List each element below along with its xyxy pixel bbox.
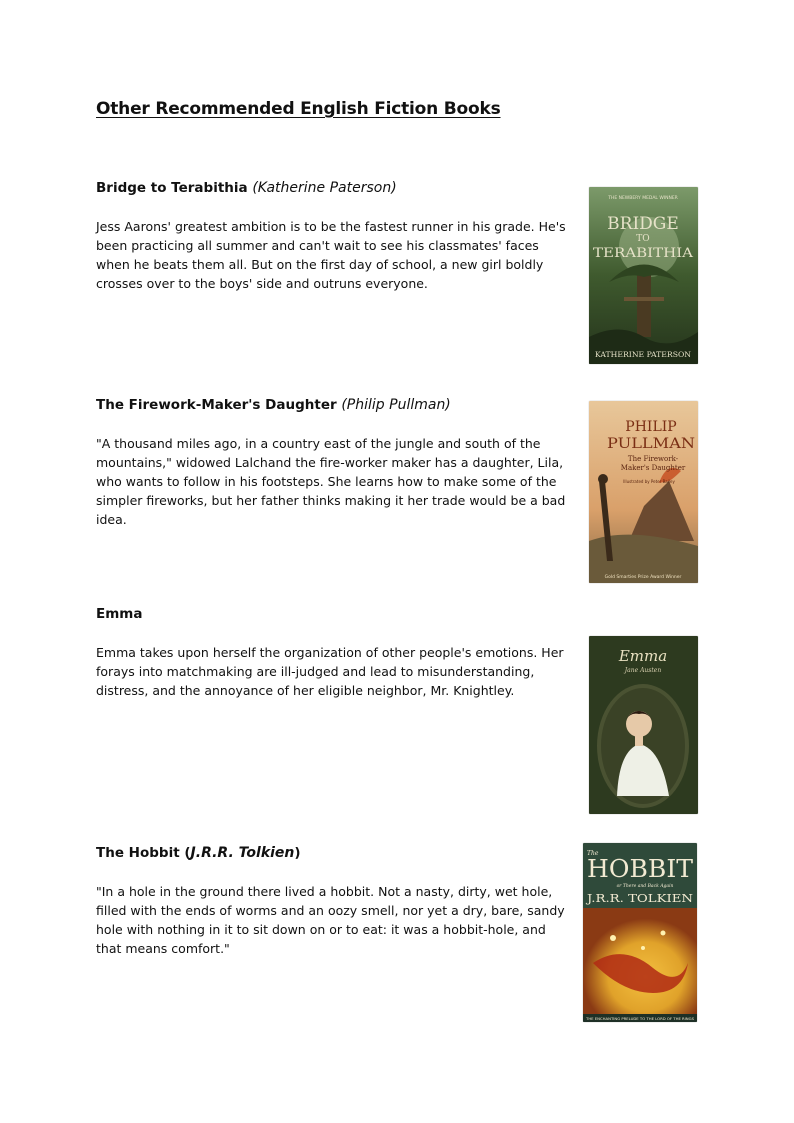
book-author: J.R.R. Tolkien (190, 845, 295, 861)
cover-tagline: Illustrated by Peter Bailey (623, 479, 675, 484)
cover-title-line: TO (636, 234, 650, 244)
book-description: "In a hole in the ground there lived a hobbit. Not a nasty, dirty, wet hole, filled with the ends of worms and an oozy smell, nor yet a dry, bare, sandy hole with nothing in it to sit down on or to eat: it was a hobbit-hole, and that means comfort." (96, 884, 565, 956)
book-cover-the-hobbit (583, 843, 697, 1022)
cover-bottom-text: Gold Smarties Prize Award Winner (604, 575, 682, 580)
cover-author-text: Jane Austen (624, 667, 662, 674)
book-author-open: ( (184, 845, 191, 861)
book-cover-bridge-to-terabithia (589, 187, 698, 364)
page-title: Other Recommended English Fiction Books (96, 99, 501, 119)
book-entry-the-hobbit (96, 845, 574, 958)
book-entry-firework-makers-daughter (96, 397, 574, 529)
book-description: Jess Aarons' greatest ambition is to be the fastest runner in his grade. He's been practicing all summer and can't wait to see his classmates' faces when he beats them all. But on the first day of school, a new girl boldly crosses over to the boys' side and outruns everyone. (96, 219, 566, 291)
book-description: "A thousand miles ago, in a country east of the jungle and south of the mountains," widowed Lalchand the fire-worker maker has a daughter, Lila, who wants to follow in his footsteps. She learns how to make some of the simpler fireworks, but her father thinks making it her trade would be a bad idea. (96, 436, 566, 527)
cover-author-text: KATHERINE PATERSON (595, 351, 691, 359)
book-title: Emma (96, 606, 143, 622)
book-cover-firework-makers-daughter (589, 401, 698, 583)
cover-title-line: Maker's Daughter (620, 464, 686, 472)
cover-title-line: BRIDGE (607, 214, 679, 234)
cover-title-text: HOBBIT (587, 855, 693, 883)
cover-author-text: J.R.R. TOLKIEN (585, 892, 694, 905)
book-author-close: ) (294, 845, 301, 861)
book-heading (96, 845, 574, 861)
cover-bottom-text: THE ENCHANTING PRELUDE TO THE LORD OF THE RINGS (584, 1017, 694, 1021)
book-entry-emma (96, 606, 574, 700)
book-title: The Firework-Maker's Daughter (96, 397, 337, 413)
book-entry-bridge-to-terabithia (96, 180, 574, 293)
cover-subtitle: or There and Back Again (616, 884, 674, 889)
cover-title-line: The Firework- (627, 455, 679, 463)
book-cover-emma (589, 636, 698, 814)
book-author: (Katherine Paterson) (252, 180, 397, 196)
book-title: Bridge to Terabithia (96, 180, 248, 196)
cover-top-text: THE NEWBERY MEDAL WINNER (608, 196, 678, 201)
cover-title-line: TERABITHIA (593, 246, 694, 261)
cover-author-line: PHILIP (625, 419, 677, 435)
cover-title-text: Emma (618, 647, 668, 665)
cover-the-text: The (587, 850, 599, 857)
book-author: (Philip Pullman) (341, 397, 451, 413)
cover-author-line: PULLMAN (607, 436, 695, 452)
book-heading (96, 180, 574, 196)
book-title: The Hobbit (96, 845, 180, 861)
book-heading (96, 606, 574, 622)
book-description: Emma takes upon herself the organization of other people's emotions. Her forays into matchmaking are ill-judged and lead to misunderstanding, distress, and the annoyance of her eligible neighbor, Mr. Knightley. (96, 645, 564, 698)
book-heading (96, 397, 574, 413)
